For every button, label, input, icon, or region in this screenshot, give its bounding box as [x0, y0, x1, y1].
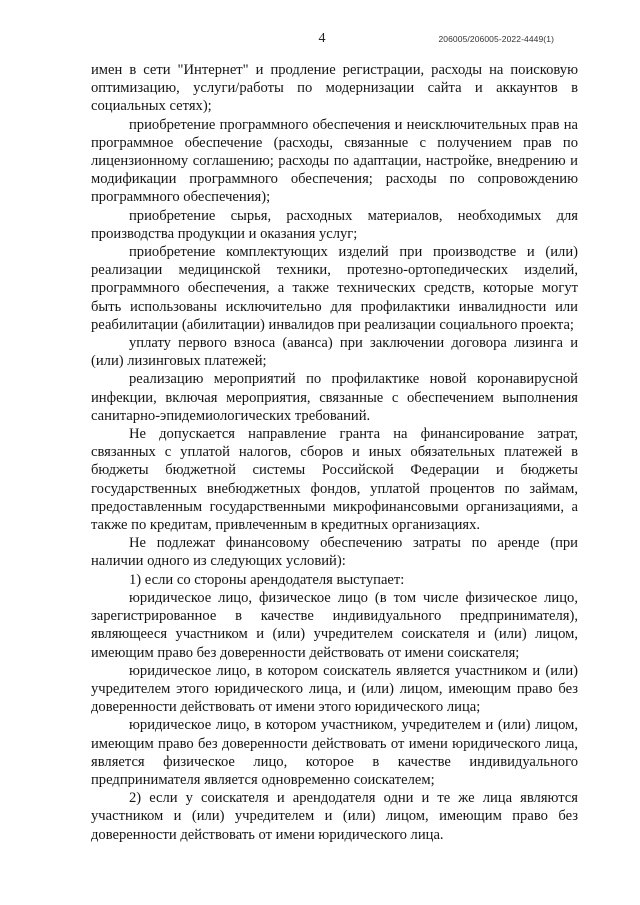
paragraph: 1) если со стороны арендодателя выступает:	[129, 571, 405, 588]
paragraph: 2) если у соискателя и арендодателя одни и те же лица являются участником и (или) учредителем и (или) лицом, имеющим право без доверенности действовать от имени юридического лица.	[91, 790, 578, 843]
paragraph: приобретение комплектующих изделий при производстве и (или) реализации медицинской техники, протезно-ортопедических изделий, программного обеспечения, а также технических средств, которые могут быть использованы исключительно для профилактики инвалидности или реабилитации (абилитации) инвалидов при реализации социального проекта;	[91, 244, 578, 333]
paragraph: приобретение программного обеспечения и неисключительных прав на программное обеспечение (расходы, связанные с получением прав по лицензионному соглашению; расходы по адаптации, настройке, внедрению и модификации программного обеспечения; расходы по сопровождению программного обеспечения);	[91, 116, 578, 206]
document-body	[91, 61, 578, 844]
paragraph: реализацию мероприятий по профилактике новой коронавирусной инфекции, включая мероприятия, связанные с обеспечением выполнения санитарно-эпидемиологических требований.	[91, 371, 578, 424]
page-number: 4	[318, 31, 326, 46]
paragraph: Не допускается направление гранта на финансирование затрат, связанных с уплатой налогов, сборов и иных обязательных платежей в бюджеты бюджетной системы Российской Федерации и бюджеты государственных внебюджетных фондов, уплатой процентов по займам, предоставленным государственными микрофинансовыми организациями, а также по кредитам, привлеченным в кредитных организациях.	[91, 426, 578, 534]
document-code: 206005/206005-2022-4449(1)	[438, 34, 554, 44]
paragraph: юридическое лицо, в котором участником, учредителем и (или) лицом, имеющим право без доверенности действовать от имени юридического лица, является физическое лицо, которое в качестве индивидуального предпринимателя является одновременно соискателем;	[91, 717, 578, 788]
paragraph: уплату первого взноса (аванса) при заключении договора лизинга и (или) лизинговых платежей;	[91, 335, 578, 370]
paragraph: юридическое лицо, физическое лицо (в том числе физическое лицо, зарегистрированное в качестве индивидуального предпринимателя), являющееся участником и (или) учредителем соискателя и (или) лицом, имеющим право без доверенности действовать от имени соискателя;	[91, 589, 578, 661]
paragraph: Не подлежат финансовому обеспечению затраты по аренде (при наличии одного из следующих условий):	[91, 535, 578, 570]
paragraph: имен в сети "Интернет" и продление регистрации, расходы на поисковую оптимизацию, услуги/работы по модернизации сайта и аккаунтов в социальных сетях);	[91, 62, 578, 115]
paragraph: приобретение сырья, расходных материалов, необходимых для производства продукции и оказания услуг;	[91, 207, 578, 242]
paragraph: юридическое лицо, в котором соискатель является участником и (или) учредителем этого юридического лица, и (или) лицом, имеющим право без доверенности действовать от имени этого юридического лица;	[91, 662, 578, 716]
